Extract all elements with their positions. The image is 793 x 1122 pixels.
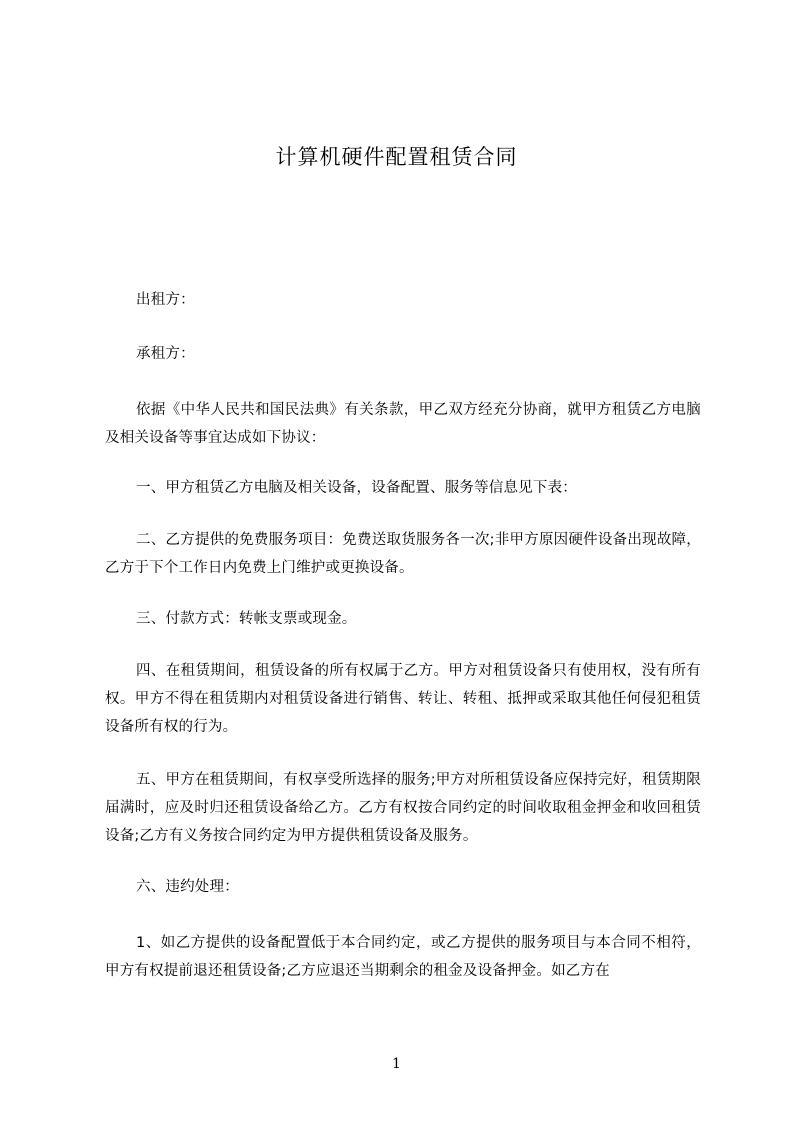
clause-2: 二、乙方提供的免费服务项目：免费送取货服务各一次;非甲方原因硬件设备出现故障，乙方于下个工作日内免费上门维护或更换设备。 — [105, 532, 701, 576]
clause-4: 四、在租赁期间，租赁设备的所有权属于乙方。甲方对租赁设备只有使用权，没有所有权。甲方不得在租赁期内对租赁设备进行销售、转让、转租、抵押或采取其他任何侵犯租赁设备所有权的行为。 — [105, 663, 701, 735]
clause-1: 一、甲方租赁乙方电脑及相关设备，设备配置、服务等信息见下表： — [136, 480, 577, 496]
clause-3: 三、付款方式：转帐支票或现金。 — [136, 611, 357, 627]
clause-5: 五、甲方在租赁期间，有权享受所选择的服务;甲方对所租赁设备应保持完好，租赁期限届满时，应及时归还租赁设备给乙方。乙方有权按合同约定的时间收取租金押金和收回租赁设备;乙方有义务按合同约定为甲方提供租赁设备及服务。 — [105, 772, 701, 844]
document-title: 计算机硬件配置租赁合同 — [275, 145, 518, 169]
clause-6-heading: 六、违约处理： — [136, 879, 239, 895]
clause-6-item-1: 1、如乙方提供的设备配置低于本合同约定，或乙方提供的服务项目与本合同不相符，甲方有权提前退还租赁设备;乙方应退还当期剩余的租金及设备押金。如乙方在 — [105, 935, 701, 979]
intro-paragraph: 依据《中华人民共和国民法典》有关条款，甲乙双方经充分协商，就甲方租赁乙方电脑及相关设备等事宜达成如下协议： — [105, 402, 701, 446]
page-number: 1 — [392, 1056, 401, 1072]
lessee-field: 承租方： — [136, 346, 195, 362]
lessor-field: 出租方： — [136, 292, 195, 308]
